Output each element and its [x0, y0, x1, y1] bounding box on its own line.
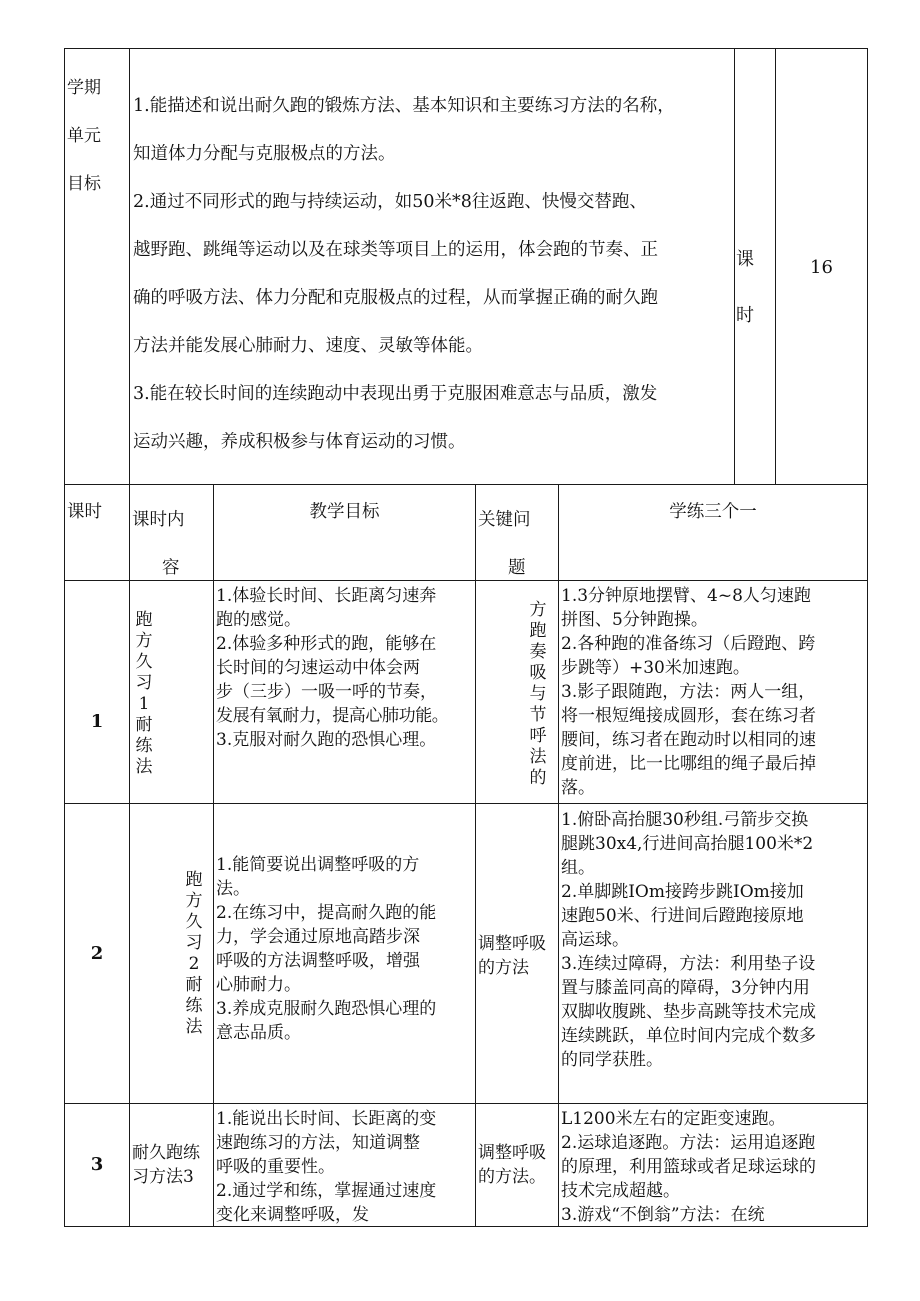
practice-line: 高运球。	[561, 930, 629, 950]
objective-line: 2.在练习中，提高耐久跑的能	[216, 903, 437, 923]
objective-line: 心肺耐力。	[216, 975, 301, 995]
col-objective	[475, 484, 476, 1227]
key-char: 跑	[529, 621, 547, 641]
hours-label	[736, 232, 772, 344]
row1-objectives	[216, 584, 474, 752]
content-char: 法	[185, 1017, 203, 1037]
goal-line: 方法并能发展心肺耐力、速度、灵敏等体能。	[133, 336, 483, 356]
header-practice: 学练三个一	[669, 502, 757, 522]
border-goal-bottom	[64, 484, 868, 485]
content-char: 久	[185, 912, 203, 932]
key-line: 的方法	[478, 958, 529, 978]
content-char: 习	[185, 933, 203, 953]
row2-practice	[561, 808, 866, 1072]
practice-line: 2.单脚跳IOm接跨步跳IOm接加	[561, 882, 804, 902]
goal-line: 确的呼吸方法、体力分配和克服极点的过程，从而掌握正确的耐久跑	[133, 288, 658, 308]
practice-line: 3.影子跟随跑，方法：两人一组，	[561, 682, 816, 702]
col-lesson	[129, 484, 130, 1227]
content-char: 练	[185, 996, 203, 1016]
content-char: 跑	[185, 870, 203, 890]
practice-line: 的原理，利用篮球或者足球运球的	[561, 1157, 816, 1177]
practice-line: 连续跳跃，单位时间内完成个数多	[561, 1026, 816, 1046]
lesson-number: 1	[90, 711, 104, 732]
objective-line: 1.体验长时间、长距离匀速奔	[216, 586, 437, 606]
practice-line: 的同学获胜。	[561, 1050, 663, 1070]
practice-line: 1.俯卧高抬腿30秒组.弓箭步交换	[561, 810, 809, 830]
border-row1-bottom	[64, 803, 868, 804]
goal-line: 3.能在较长时间的连续跑动中表现出勇于克服困难意志与品质，激发	[133, 384, 658, 404]
practice-line: 拼图、5分钟跑操。	[561, 610, 708, 630]
header-key	[478, 496, 558, 592]
practice-line: 置与膝盖同高的障碍，3分钟内用	[561, 978, 810, 998]
objective-line: 跑的感觉。	[216, 610, 301, 630]
content-char: 耐	[135, 715, 153, 735]
practice-line: 3.游戏“不倒翁”方法：在统	[561, 1205, 765, 1225]
practice-line: 1.3分钟原地摆臂、4~8人匀速跑	[561, 586, 811, 606]
header-content-line: 容	[162, 558, 180, 578]
lesson-number: 3	[90, 1154, 104, 1175]
row1-key	[527, 600, 549, 789]
content-char: 跑	[135, 610, 153, 630]
header-key-line: 关键问	[478, 510, 531, 530]
semester-label-line: 单元	[67, 126, 101, 146]
row3-content	[132, 1141, 212, 1189]
objective-line: 意志品质。	[216, 1023, 301, 1043]
row3-objectives	[216, 1107, 474, 1227]
key-line: 的方法。	[478, 1167, 546, 1187]
content-char: 2	[188, 954, 200, 974]
objective-line: 速跑练习的方法，知道调整	[216, 1133, 420, 1153]
key-line: 调整呼吸	[478, 934, 546, 954]
semester-label-line: 学期	[67, 78, 101, 98]
header-lesson: 课时	[67, 502, 102, 522]
objective-line: 1.能说出长时间、长距离的变	[216, 1109, 437, 1129]
goal-line: 2.通过不同形式的跑与持续运动，如50米*8往返跑、快慢交替跑、	[133, 192, 647, 212]
objective-line: 1.能简要说出调整呼吸的方	[216, 855, 420, 875]
practice-line: L1200米左右的定距变速跑。	[561, 1109, 786, 1129]
header-key-line: 题	[508, 558, 526, 578]
hours-label-char: 时	[736, 305, 754, 326]
key-char: 节	[529, 705, 547, 725]
objective-line: 呼吸的重要性。	[216, 1157, 335, 1177]
goal-col2	[734, 48, 735, 484]
row2-objectives	[216, 853, 474, 1045]
header-content	[132, 496, 212, 592]
objective-line: 2.体验多种形式的跑，能够在	[216, 634, 437, 654]
row1-content	[133, 610, 155, 778]
lesson-number: 2	[90, 943, 104, 964]
col-content	[213, 484, 214, 1227]
key-char: 吸	[529, 663, 547, 683]
goal-line: 越野跑、跳绳等运动以及在球类等项目上的运用，体会跑的节奏、正	[133, 240, 658, 260]
goal-col1	[129, 48, 130, 484]
objective-line: 3.养成克服耐久跑恐惧心理的	[216, 999, 437, 1019]
semester-goals	[133, 82, 733, 466]
goal-line: 运动兴趣，养成积极参与体育运动的习惯。	[133, 432, 466, 452]
col-key	[558, 484, 559, 1227]
row2-key	[478, 932, 558, 980]
hours-label-char: 课	[736, 249, 754, 270]
practice-line: 步跳等）+30米加速跑。	[561, 658, 750, 678]
content-char: 1	[138, 694, 150, 714]
practice-line: 腿跳30x4,行进间高抬腿100米*2	[561, 834, 814, 854]
practice-line: 技术完成超越。	[561, 1181, 680, 1201]
objective-line: 法。	[216, 879, 250, 899]
practice-line: 腰间，练习者在跑动时以相同的速	[561, 730, 816, 750]
key-char: 的	[529, 768, 547, 788]
practice-line: 双脚收腹跳、垫步高跳等技术完成	[561, 1002, 816, 1022]
key-char: 奏	[529, 642, 547, 662]
objective-line: 步（三步）一吸一呼的节奏，	[216, 682, 437, 702]
content-char: 久	[135, 652, 153, 672]
hours-value: 16	[810, 257, 833, 278]
key-line: 调整呼吸	[478, 1143, 546, 1163]
key-char: 法	[529, 747, 547, 767]
practice-line: 3.连续过障碍，方法：利用垫子设	[561, 954, 816, 974]
content-line: 耐久跑练	[132, 1143, 200, 1163]
row3-practice	[561, 1107, 866, 1227]
content-char: 习	[135, 673, 153, 693]
content-char: 耐	[185, 975, 203, 995]
practice-line: 度前进，比一比哪组的绳子最后掉	[561, 754, 816, 774]
border-top	[64, 48, 868, 49]
key-char: 与	[529, 684, 547, 704]
border-row2-bottom	[64, 1103, 868, 1104]
practice-line: 2.运球追逐跑。方法：运用追逐跑	[561, 1133, 816, 1153]
practice-line: 落。	[561, 778, 595, 798]
practice-line: 速跑50米、行进间后蹬跑接原地	[561, 906, 804, 926]
border-left	[64, 48, 65, 1227]
objective-line: 变化来调整呼吸，发	[216, 1205, 369, 1225]
semester-label	[67, 64, 127, 208]
content-char: 方	[185, 891, 203, 911]
semester-label-line: 目标	[67, 174, 101, 194]
content-char: 法	[135, 757, 153, 777]
objective-line: 力，学会通过原地高踏步深	[216, 927, 420, 947]
header-objective: 教学目标	[309, 502, 380, 522]
header-content-line: 课时内	[132, 510, 185, 530]
key-char: 呼	[529, 726, 547, 746]
objective-line: 3.克服对耐久跑的恐惧心理。	[216, 730, 437, 750]
content-char: 方	[135, 631, 153, 651]
row2-content	[183, 870, 205, 1038]
objective-line: 2.通过学和练，掌握通过速度	[216, 1181, 437, 1201]
practice-line: 将一根短绳接成圆形，套在练习者	[561, 706, 816, 726]
goal-line: 知道体力分配与克服极点的方法。	[133, 144, 396, 164]
key-char: 方	[529, 600, 547, 620]
objective-line: 发展有氧耐力，提高心肺功能。	[216, 706, 449, 726]
content-line: 习方法3	[132, 1167, 194, 1187]
border-right	[867, 48, 868, 1227]
row3-key	[478, 1141, 558, 1189]
content-char: 练	[135, 736, 153, 756]
row1-practice	[561, 584, 866, 800]
goal-line: 1.能描述和说出耐久跑的锻炼方法、基本知识和主要练习方法的名称，	[133, 96, 675, 116]
practice-line: 2.各种跑的准备练习（后蹬跑、跨	[561, 634, 816, 654]
objective-line: 呼吸的方法调整呼吸，增强	[216, 951, 420, 971]
practice-line: 组。	[561, 858, 595, 878]
objective-line: 长时间的匀速运动中体会两	[216, 658, 420, 678]
